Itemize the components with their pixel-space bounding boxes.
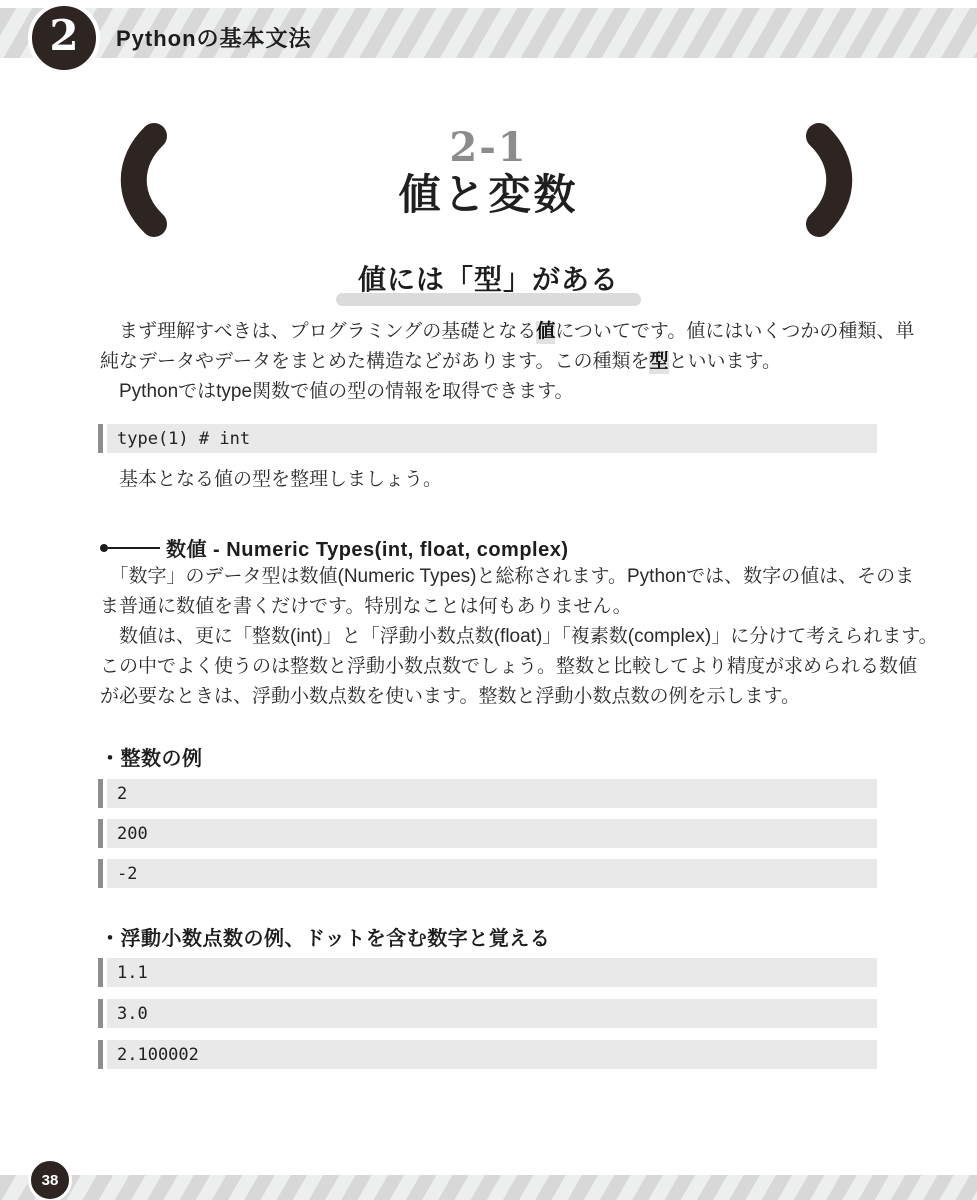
code-text: type(1) # int: [107, 424, 877, 453]
integer-examples-heading: ・整数の例: [100, 748, 203, 770]
numeric-p1-line-1: 「数字」のデータ型は数値(Numeric Types)と総称されます。Pythonでは、数字の値は、そのま: [100, 566, 915, 587]
code-text: 1.1: [107, 958, 877, 987]
intro-line-2: [100, 347, 877, 377]
footer-stripe-band: [0, 1175, 977, 1200]
code-text: 3.0: [107, 999, 877, 1028]
subsection-heading: [336, 258, 641, 304]
numeric-p2-line-3: が必要なときは、浮動小数点数を使います。整数と浮動小数点数の例を示します。: [100, 686, 800, 707]
intro-line-3: Pythonではtype関数で値の型の情報を取得できます。: [100, 381, 574, 402]
intro-line-1: [100, 317, 915, 347]
page-number: 38: [41, 1171, 59, 1189]
intro-line2-post: といいます。: [668, 351, 781, 372]
numeric-p2-line-2: この中でよく使うのは整数と浮動小数点数でしょう。整数と比較してより精度が求められる数値: [100, 656, 918, 677]
emphasized-term-value: 値: [536, 321, 556, 342]
code-block-float-2: [98, 999, 877, 1028]
numeric-p2-line-1: 数値は、更に「整数(int)」と「浮動小数点数(float)」「複素数(complex)」に分けて考えられます。: [100, 626, 938, 647]
bullet-dot-icon: [100, 544, 108, 552]
code-text: 2: [107, 779, 877, 808]
subsection-heading-text: 値には「型」がある: [357, 264, 619, 295]
intro-line1-post: についてです。値にはいくつかの種類、単: [555, 321, 915, 342]
intro-line1-pre: まず理解すべきは、プログラミングの基礎となる: [100, 321, 537, 342]
section-number: 2-1: [449, 124, 528, 171]
bullet-line-icon: [108, 547, 160, 549]
section-header: [0, 120, 977, 245]
code-block-int-1: [98, 779, 877, 808]
chapter-number: 2: [49, 11, 79, 60]
chapter-title: Pythonの基本文法: [116, 26, 312, 51]
emphasized-term-type: 型: [649, 351, 669, 372]
code-text: -2: [107, 859, 877, 888]
note-line: 基本となる値の型を整理しましょう。: [100, 469, 443, 490]
code-text: 200: [107, 819, 877, 848]
code-block-int-3: [98, 859, 877, 888]
page-number-badge: [28, 1158, 72, 1200]
intro-line2-pre: 純なデータやデータをまとめた構造などがあります。この種類を: [100, 351, 650, 372]
numeric-types-heading: [100, 533, 569, 562]
intro-paragraph: [100, 317, 915, 407]
code-block-type-example: [98, 424, 877, 453]
chapter-number-badge: [28, 2, 100, 74]
numeric-types-heading-text: 数値 - Numeric Types(int, float, complex): [166, 539, 569, 561]
float-examples-heading: ・浮動小数点数の例、ドットを含む数字と覚える: [100, 928, 551, 950]
code-block-int-2: [98, 819, 877, 848]
numeric-p1-line-2: ま普通に数値を書くだけです。特別なことは何もありません。: [100, 596, 632, 617]
numeric-paragraph-1: [100, 562, 915, 622]
code-block-float-3: [98, 1040, 877, 1069]
code-text: 2.100002: [107, 1040, 877, 1069]
subsection-heading-wrap: [0, 258, 977, 304]
note-paragraph: [100, 465, 877, 495]
code-block-float-1: [98, 958, 877, 987]
section-title: 値と変数: [398, 171, 579, 218]
numeric-paragraph-2: [100, 622, 938, 712]
